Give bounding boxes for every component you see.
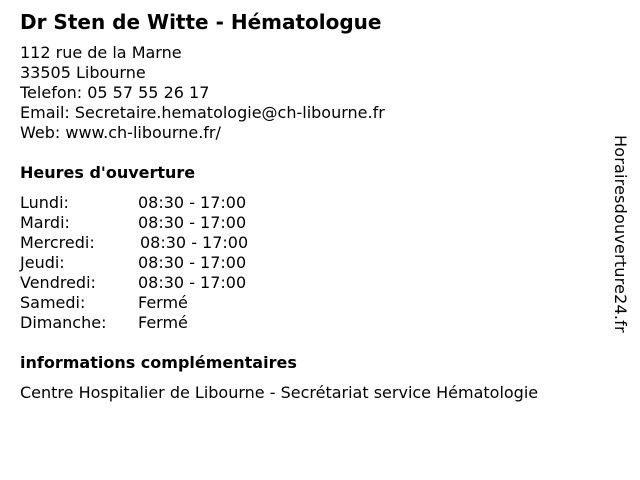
day-hours: 08:30 - 17:00	[140, 233, 249, 252]
email-address: Email: Secretaire.hematologie@ch-libourne.fr	[20, 103, 385, 122]
day-label: Mardi:	[20, 213, 70, 232]
website: Web: www.ch-libourne.fr/	[20, 123, 221, 142]
day-hours: Fermé	[138, 313, 188, 332]
day-hours: Fermé	[138, 293, 188, 312]
hours-row-thursday	[20, 253, 280, 273]
city-address: 33505 Libourne	[20, 63, 146, 82]
day-label: Vendredi:	[20, 273, 96, 292]
opening-hours-table	[20, 193, 280, 333]
address-block	[20, 43, 385, 143]
additional-info-heading: informations complémentaires	[20, 353, 297, 372]
day-hours: 08:30 - 17:00	[138, 253, 247, 272]
hours-row-wednesday	[20, 233, 280, 253]
street-address: 112 rue de la Marne	[20, 43, 182, 62]
hours-row-sunday	[20, 313, 280, 333]
additional-info-text: Centre Hospitalier de Libourne - Secrétariat service Hématologie	[20, 383, 539, 402]
day-label: Dimanche:	[20, 313, 107, 332]
watermark-text: Horairesdouverture24.fr	[611, 135, 630, 333]
hours-row-friday	[20, 273, 280, 293]
day-hours: 08:30 - 17:00	[138, 273, 247, 292]
day-label: Mercredi:	[20, 233, 95, 252]
hours-row-tuesday	[20, 213, 280, 233]
day-hours: 08:30 - 17:00	[138, 193, 247, 212]
day-label: Jeudi:	[20, 253, 65, 272]
day-label: Samedi:	[20, 293, 86, 312]
phone-number: Telefon: 05 57 55 26 17	[20, 83, 210, 102]
watermark	[611, 135, 631, 375]
hours-row-monday	[20, 193, 280, 213]
day-label: Lundi:	[20, 193, 69, 212]
opening-hours-heading: Heures d'ouverture	[20, 163, 196, 182]
day-hours: 08:30 - 17:00	[138, 213, 247, 232]
page-title: Dr Sten de Witte - Hématologue	[20, 10, 382, 34]
hours-row-saturday	[20, 293, 280, 313]
